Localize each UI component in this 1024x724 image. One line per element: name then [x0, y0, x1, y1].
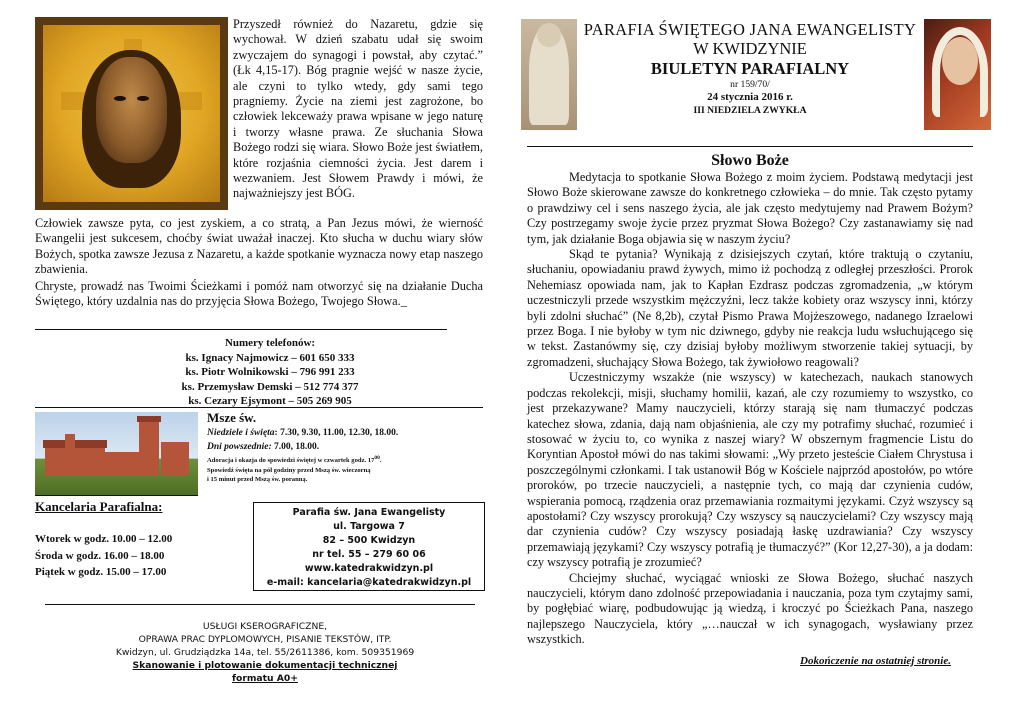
jesus-icon-image	[35, 17, 228, 210]
issue-number: nr 159/70/	[730, 79, 770, 90]
prayer-text: Chryste, prowadź nas Twoimi Ścieżkami i pomóż nam otworzyć się na działanie Ducha Świętego, który uzdalnia nas do przyjęcia Słowa Bożego, Twojego Słowa._	[35, 278, 483, 309]
phone-line: ks. Ignacy Najmowicz – 601 650 333	[185, 351, 355, 364]
office-hours-line: Wtorek w godz. 10.00 – 12.00	[35, 533, 173, 545]
divider	[35, 329, 447, 330]
ad-line: USŁUGI KSEROGRAFICZNE,	[202, 621, 328, 632]
ad-line: formatu A0+	[232, 673, 298, 684]
castle-image	[35, 412, 198, 496]
liturgical-sunday: III NIEDZIELA ZWYKŁA	[693, 105, 807, 116]
article-paragraph: Chciejmy słuchać, wyciągać wnioski ze Słowa Bożego, słuchać naszych nauczycieli, którym dano zdolność przepowiadania i nauczania, poza tym czytajmy sami, by pogłębiać wiarę, podbudowując ją wiedzą, i kroczyć po Ścieżkach Pana, naszego najlepszego Nauczyciela, który „…nauczał w ich synagogach, wysławiany przez wszystkich.	[527, 570, 973, 647]
mass-schedule	[207, 410, 487, 485]
parish-title: PARAFIA ŚWIĘTEGO JANA EWANGELISTY	[583, 20, 917, 39]
intro-paragraph: Człowiek zawsze pyta, co jest zyskiem, a co stratą, a Pan Jezus mówi, że wierność Ewangelii jest sukcesem, choćby świat uważał inaczej. Kto słucha w duchu wiary słów Bożych, spotka zawsze Jezusa z Nazaretu, a każde spotkanie wyznacza nowy etap naszego zbawienia.	[35, 216, 483, 277]
divider	[45, 604, 475, 605]
saint-john-statue-image	[521, 19, 577, 130]
phone-numbers-title: Numery telefonów:	[224, 337, 316, 349]
bulletin-title: BIULETYN PARAFIALNY	[650, 59, 850, 78]
parish-contact-box	[253, 502, 485, 591]
parish-postal: 82 – 500 Kwidzyn	[322, 535, 416, 546]
phone-line: ks. Cezary Ejsymont – 505 269 905	[188, 395, 352, 408]
article-paragraph: Medytacja to spotkanie Słowa Bożego z moim życiem. Podstawą medytacji jest Słowo Boże skierowane zawsze do konkretnego człowieka – do mnie. Tak często pytamy o prawdziwy cel i sens naszego życia, ale jak często medytujemy nad Prawem Bożym? Czy postrzegamy swoje życie przez pryzmat Słowa Bożego? Czy zastanawiamy się nad tym, jak działanie Boga objawia się w naszym życiu?	[527, 170, 973, 246]
divider	[35, 495, 198, 496]
office-hours	[35, 531, 172, 581]
mass-weekday: Dni powszednie: 7.00, 18.00.	[207, 442, 320, 452]
mass-note: Spowiedź święta na pół godziny przed Mszą św. wieczorną	[207, 466, 371, 474]
parish-location: W KWIDZYNIE	[693, 39, 807, 58]
article-paragraph: Skąd te pytania? Wynikają z dzisiejszych czytań, które traktują o czytaniu, słuchaniu, opowiadaniu prawd żywych, mimo iż pochodzą z odległej przeszłości. Prorok Nehemiasz opowiada nam, jak to Kapłan Ezdrasz podczas zgromadzenia, „w którym uczestniczyli przede wszystkim mężczyźni, lecz także kobiety oraz wszyscy inni, którzy byli zdolni słuchać” (Ne 8,2b), czytał Pismo Prawa Mojżeszowego, nadanego Izraelowi przez Boga. I nie byłoby w tym nic dziwnego, gdyby nie reakcja ludu wsłuchującego się w tekst. Zastanówmy się, czy dzisiaj byłoby możliwym stworzenie takiej sytuacji, by zgromadzeni, słuchający Słowa Bożego, tak żywiołowo reagowali?	[527, 247, 973, 369]
continued-note: Dokończenie na ostatniej stronie.	[800, 654, 951, 667]
mary-painting-image	[924, 19, 991, 130]
ad-line: Kwidzyn, ul. Grudziądzka 14a, tel. 55/2611386, kom. 509351969	[115, 647, 415, 658]
ad-line: Skanowanie i plotowanie dokumentacji technicznej	[132, 660, 398, 671]
phone-line: ks. Piotr Wolnikowski – 796 991 233	[185, 366, 355, 379]
office-title: Kancelaria Parafialna:	[35, 499, 163, 514]
article-paragraph: Uczestniczymy wszakże (nie wszyscy) w katechezach, naukach stanowych podczas rekolekcji, misji, słuchamy homilii, kazań, ale czy rozumiemy to wszystko, co jest przekazywane? Mamy nauczycieli, którzy starają się nam tłumaczyć podczas katechez słowa, zdania, dają nam objaśnienia, ale czy my potrafimy słuchać, rozumieć i stosować w życiu to, co wynika z naszej wiary? W obszernym fragmencie Listu do Koryntian Apostoł mówi do nas takimi słowami: „Wy przeto jesteście Ciałem Chrystusa i poszczególnymi członkami. I tak ustanowił Bóg w Kościele najprzód apostołów, po wtóre proroków, po trzecie nauczycieli, a następnie tych, co mają dar czynienia cudów, wspierania pomocą, rządzenia oraz przemawiania rozmaitymi językami. Czyż wszyscy są apostołami? Czy wszyscy prorokują? Czy wszyscy są nauczycielami? Czy wszyscy mają dar czynienia cudów? Czy wszyscy posiadają łaskę uzdrawiania? Czy wszyscy przemawiają językami? Czy wszyscy potrafią je tłumaczyć?” (Kor 12,27-30), a ja dodam: czy wszyscy potrafią je zrozumieć?	[527, 370, 973, 570]
mass-title: Msze św.	[207, 410, 257, 425]
intro-text-right: Przyszedł również do Nazaretu, gdzie się wychował. W dzień szabatu udał się swoim zwyczajem do synagogi i powstał, aby czytać.” (Łk 4,15-17). Bóg pragnie wejść w nasze życie, ale czyni to tylko wtedy, gdy sami tego pragniemy. Życie na ziemi jest zagrożone, bo człowiek lekceważy prawa wpisane w jego naturę i tworzy własne prawa. Ze słuchania Słowa Bożego rodzi się wiara. Słowo Boże jest światłem, które rozjaśnia ciemności życia. Jest darem i wezwaniem. Jest Słowem Prawdy i mówi, że najważniejszy jest BÓG.	[233, 17, 483, 201]
xerography-ad	[90, 620, 440, 685]
parish-website-link[interactable]: www.katedrakwidzyn.pl	[304, 563, 434, 574]
mass-note: Adoracja i okazja do spowiedzi świętej w czwartek godz. $17^{00}$.	[207, 455, 382, 465]
issue-date: 24 stycznia 2016 r.	[707, 91, 793, 103]
parish-name: Parafia św. Jana Ewangelisty	[292, 507, 446, 518]
office-hours-line: Piątek w godz. 15.00 – 17.00	[35, 566, 167, 578]
parish-phone: nr tel. 55 – 279 60 06	[312, 549, 426, 560]
mass-note: i 15 minut przed Mszą św. poranną.	[207, 476, 308, 484]
parish-email-link[interactable]: e-mail: kancelaria@katedrakwidzyn.pl	[266, 577, 472, 588]
phone-line: ks. Przemysław Demski – 512 774 377	[181, 380, 359, 393]
article-body	[527, 170, 973, 669]
masthead	[580, 20, 920, 117]
intro-text-full	[35, 216, 483, 309]
parish-address: ul. Targowa 7	[333, 521, 405, 532]
divider	[35, 407, 483, 408]
divider	[527, 146, 973, 147]
section-title: Słowo Boże	[711, 152, 789, 169]
ad-line: OPRAWA PRAC DYPLOMOWYCH, PISANIE TEKSTÓW, ITP.	[138, 634, 392, 645]
mass-sunday: Niedziele i święta: 7.30, 9.30, 11.00, 12.30, 18.00.	[207, 428, 399, 438]
phone-numbers	[150, 336, 390, 409]
office-hours-line: Środa w godz. 16.00 – 18.00	[35, 549, 165, 562]
